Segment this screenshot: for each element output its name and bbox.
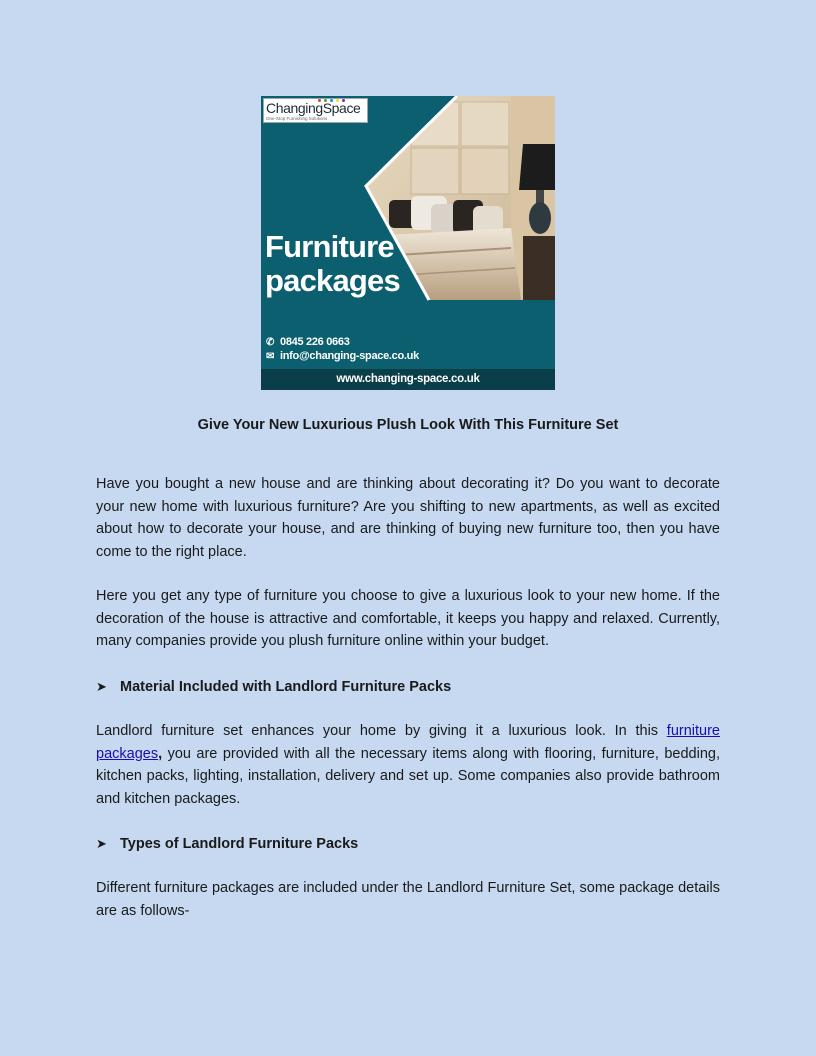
envelope-icon: ✉: [265, 350, 275, 362]
logo-tagline: One-Stop Furnishing Solutions: [266, 116, 328, 121]
changingspace-logo: [263, 98, 368, 123]
section-heading-text: Types of Landlord Furniture Packs: [120, 836, 359, 852]
second-paragraph: Here you get any type of furniture you choose to give a luxurious look to your new home. If the decoration of the house is attractive and comfortable, it keeps you happy and relaxed. Currently, many companies provide you plush furniture online within your budget.: [96, 588, 720, 649]
banner-email: [265, 350, 419, 362]
furniture-packages-link[interactable]: furniture packages: [96, 723, 720, 762]
section-heading-text: Material Included with Landlord Furniture Packs: [120, 679, 452, 695]
section-heading-types: [96, 833, 720, 855]
section-heading-materials: [96, 676, 720, 698]
page-title: Give Your New Luxurious Plush Look With This Furniture Set: [197, 417, 619, 433]
phone-number: 0845 226 0663: [280, 336, 350, 348]
banner-title-line2: packages: [265, 263, 400, 298]
intro-paragraph: Have you bought a new house and are thinking about decorating it? Do you want to decorate your new home with luxurious furniture? Are you shifting to new apartments, as well as excited about how to decorate your house, and are thinking of buying new furniture too, then you have come to the right place.: [96, 476, 720, 560]
arrowhead-bullet-icon: ➤: [96, 836, 107, 851]
types-paragraph: Different furniture packages are included under the Landlord Furniture Set, some package details are as follows-: [96, 880, 720, 919]
banner-website: www.changing-space.co.uk: [261, 369, 555, 390]
banner-phone: [265, 336, 350, 348]
phone-icon: ✆: [265, 336, 275, 348]
materials-text-before: Landlord furniture set enhances your home by giving it a luxurious look. In this: [96, 723, 667, 739]
furniture-packages-banner: [261, 96, 555, 390]
link-comma: ,: [158, 745, 163, 762]
logo-name: ChangingSpace: [266, 100, 361, 116]
banner-title: [265, 230, 400, 298]
materials-paragraph: [96, 720, 720, 810]
email-address: info@changing-space.co.uk: [280, 350, 419, 362]
arrowhead-bullet-icon: ➤: [96, 679, 107, 694]
materials-text-after: you are provided with all the necessary items along with flooring, furniture, bedding, kitchen packs, lighting, installation, delivery and set up. Some companies also provide bathroom and kitchen packages.: [96, 745, 720, 807]
banner-title-line1: Furniture: [265, 229, 394, 264]
